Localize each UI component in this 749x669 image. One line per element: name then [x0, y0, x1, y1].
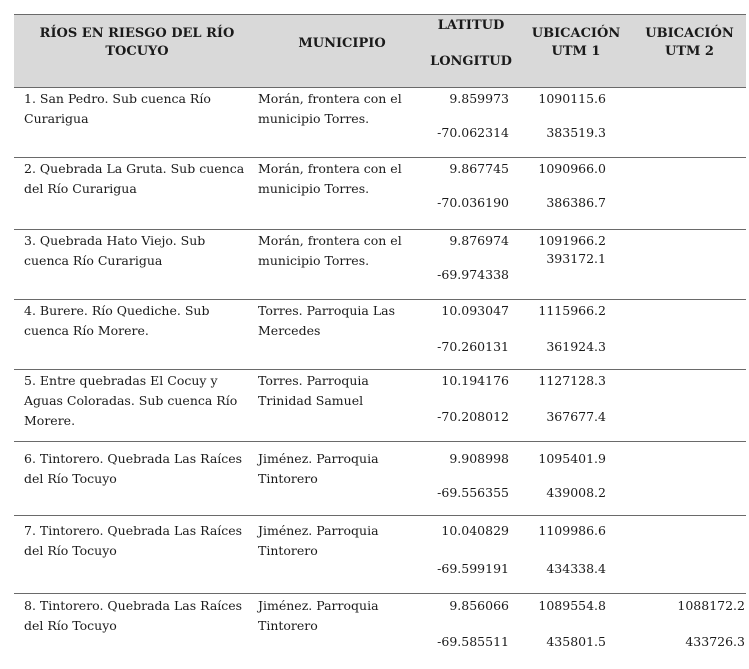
utm1-value: 1115966.2: [538, 303, 606, 318]
header-longitud: LONGITUD: [430, 54, 512, 69]
longitud-cell: -70.036190: [437, 195, 509, 210]
table-row: [14, 87, 746, 158]
header-rios: RÍOS EN RIESGO DEL RÍO TOCUYO: [39, 26, 235, 59]
rio-cell: 4. Burere. Río Quediche. Sub cuenca Río Morere.: [24, 303, 210, 338]
utm1-value: 386386.7: [546, 195, 606, 210]
table-header: [14, 14, 746, 88]
utm2-value: 433726.3: [685, 634, 745, 649]
latitud-cell: 9.908998: [449, 451, 509, 466]
table-row: [14, 299, 746, 370]
utm1-value: 393172.1: [546, 251, 606, 266]
municipio-cell: Jiménez. Parroquia Tintorero: [258, 451, 379, 486]
municipio-cell: Morán, frontera con el municipio Torres.: [258, 233, 402, 268]
rio-cell: 2. Quebrada La Gruta. Sub cuenca del Río Curarigua: [24, 161, 245, 196]
longitud-cell: -69.556355: [437, 485, 509, 500]
rio-cell: 1. San Pedro. Sub cuenca Río Curarigua: [24, 91, 211, 126]
rio-cell: 5. Entre quebradas El Cocuy y Aguas Coloradas. Sub cuenca Río Morere.: [24, 373, 238, 428]
longitud-cell: -69.585511: [437, 634, 509, 649]
latitud-cell: 9.867745: [449, 161, 509, 176]
longitud-cell: -70.062314: [437, 125, 509, 140]
header-latitud: LATITUD: [437, 18, 505, 33]
latitud-cell: 9.856066: [449, 598, 509, 613]
utm1-value: 1091966.2: [538, 233, 606, 248]
utm1-value: 361924.3: [546, 339, 606, 354]
municipio-cell: Jiménez. Parroquia Tintorero: [258, 523, 379, 558]
municipio-cell: Jiménez. Parroquia Tintorero: [258, 598, 379, 633]
utm1-value: 1095401.9: [538, 451, 606, 466]
utm1-value: 1090966.0: [538, 161, 606, 176]
utm1-value: 1089554.8: [538, 598, 606, 613]
utm1-value: 1090115.6: [538, 91, 606, 106]
rio-cell: 6. Tintorero. Quebrada Las Raíces del Río Tocuyo: [24, 451, 243, 486]
utm2-value: 1088172.2: [677, 598, 745, 613]
utm1-value: 367677.4: [546, 409, 606, 424]
longitud-cell: -69.599191: [437, 561, 509, 576]
municipio-cell: Morán, frontera con el municipio Torres.: [258, 91, 402, 126]
table-row: [14, 229, 746, 300]
table-row: [14, 593, 746, 664]
table-row: [14, 157, 746, 230]
header-municipio: MUNICIPIO: [298, 36, 386, 51]
latitud-cell: 10.040829: [441, 523, 509, 538]
municipio-cell: Torres. Parroquia Las Mercedes: [258, 303, 396, 338]
rio-cell: 3. Quebrada Hato Viejo. Sub cuenca Río Curarigua: [24, 233, 206, 268]
latitud-cell: 10.093047: [441, 303, 509, 318]
rio-cell: 7. Tintorero. Quebrada Las Raíces del Río Tocuyo: [24, 523, 243, 558]
longitud-cell: -69.974338: [437, 267, 509, 282]
latitud-cell: 9.876974: [449, 233, 509, 248]
municipio-cell: Morán, frontera con el municipio Torres.: [258, 161, 402, 196]
latitud-cell: 10.194176: [441, 373, 509, 388]
rio-cell: 8. Tintorero. Quebrada Las Raíces del Río Tocuyo: [24, 598, 243, 633]
utm1-value: 439008.2: [546, 485, 606, 500]
utm1-value: 1127128.3: [538, 373, 606, 388]
table-row: [14, 515, 746, 594]
utm1-value: 434338.4: [546, 561, 606, 576]
utm1-value: 383519.3: [546, 125, 606, 140]
header-utm2: UBICACIÓN UTM 2: [645, 26, 734, 59]
municipio-cell: Torres. Parroquia Trinidad Samuel: [258, 373, 369, 408]
utm1-value: 435801.5: [546, 634, 606, 649]
longitud-cell: -70.208012: [437, 409, 509, 424]
utm1-value: 1109986.6: [538, 523, 606, 538]
table-row: [14, 369, 746, 442]
header-utm1: UBICACIÓN UTM 1: [531, 26, 621, 59]
longitud-cell: -70.260131: [437, 339, 509, 354]
table-row: [14, 441, 746, 516]
latitud-cell: 9.859973: [449, 91, 509, 106]
